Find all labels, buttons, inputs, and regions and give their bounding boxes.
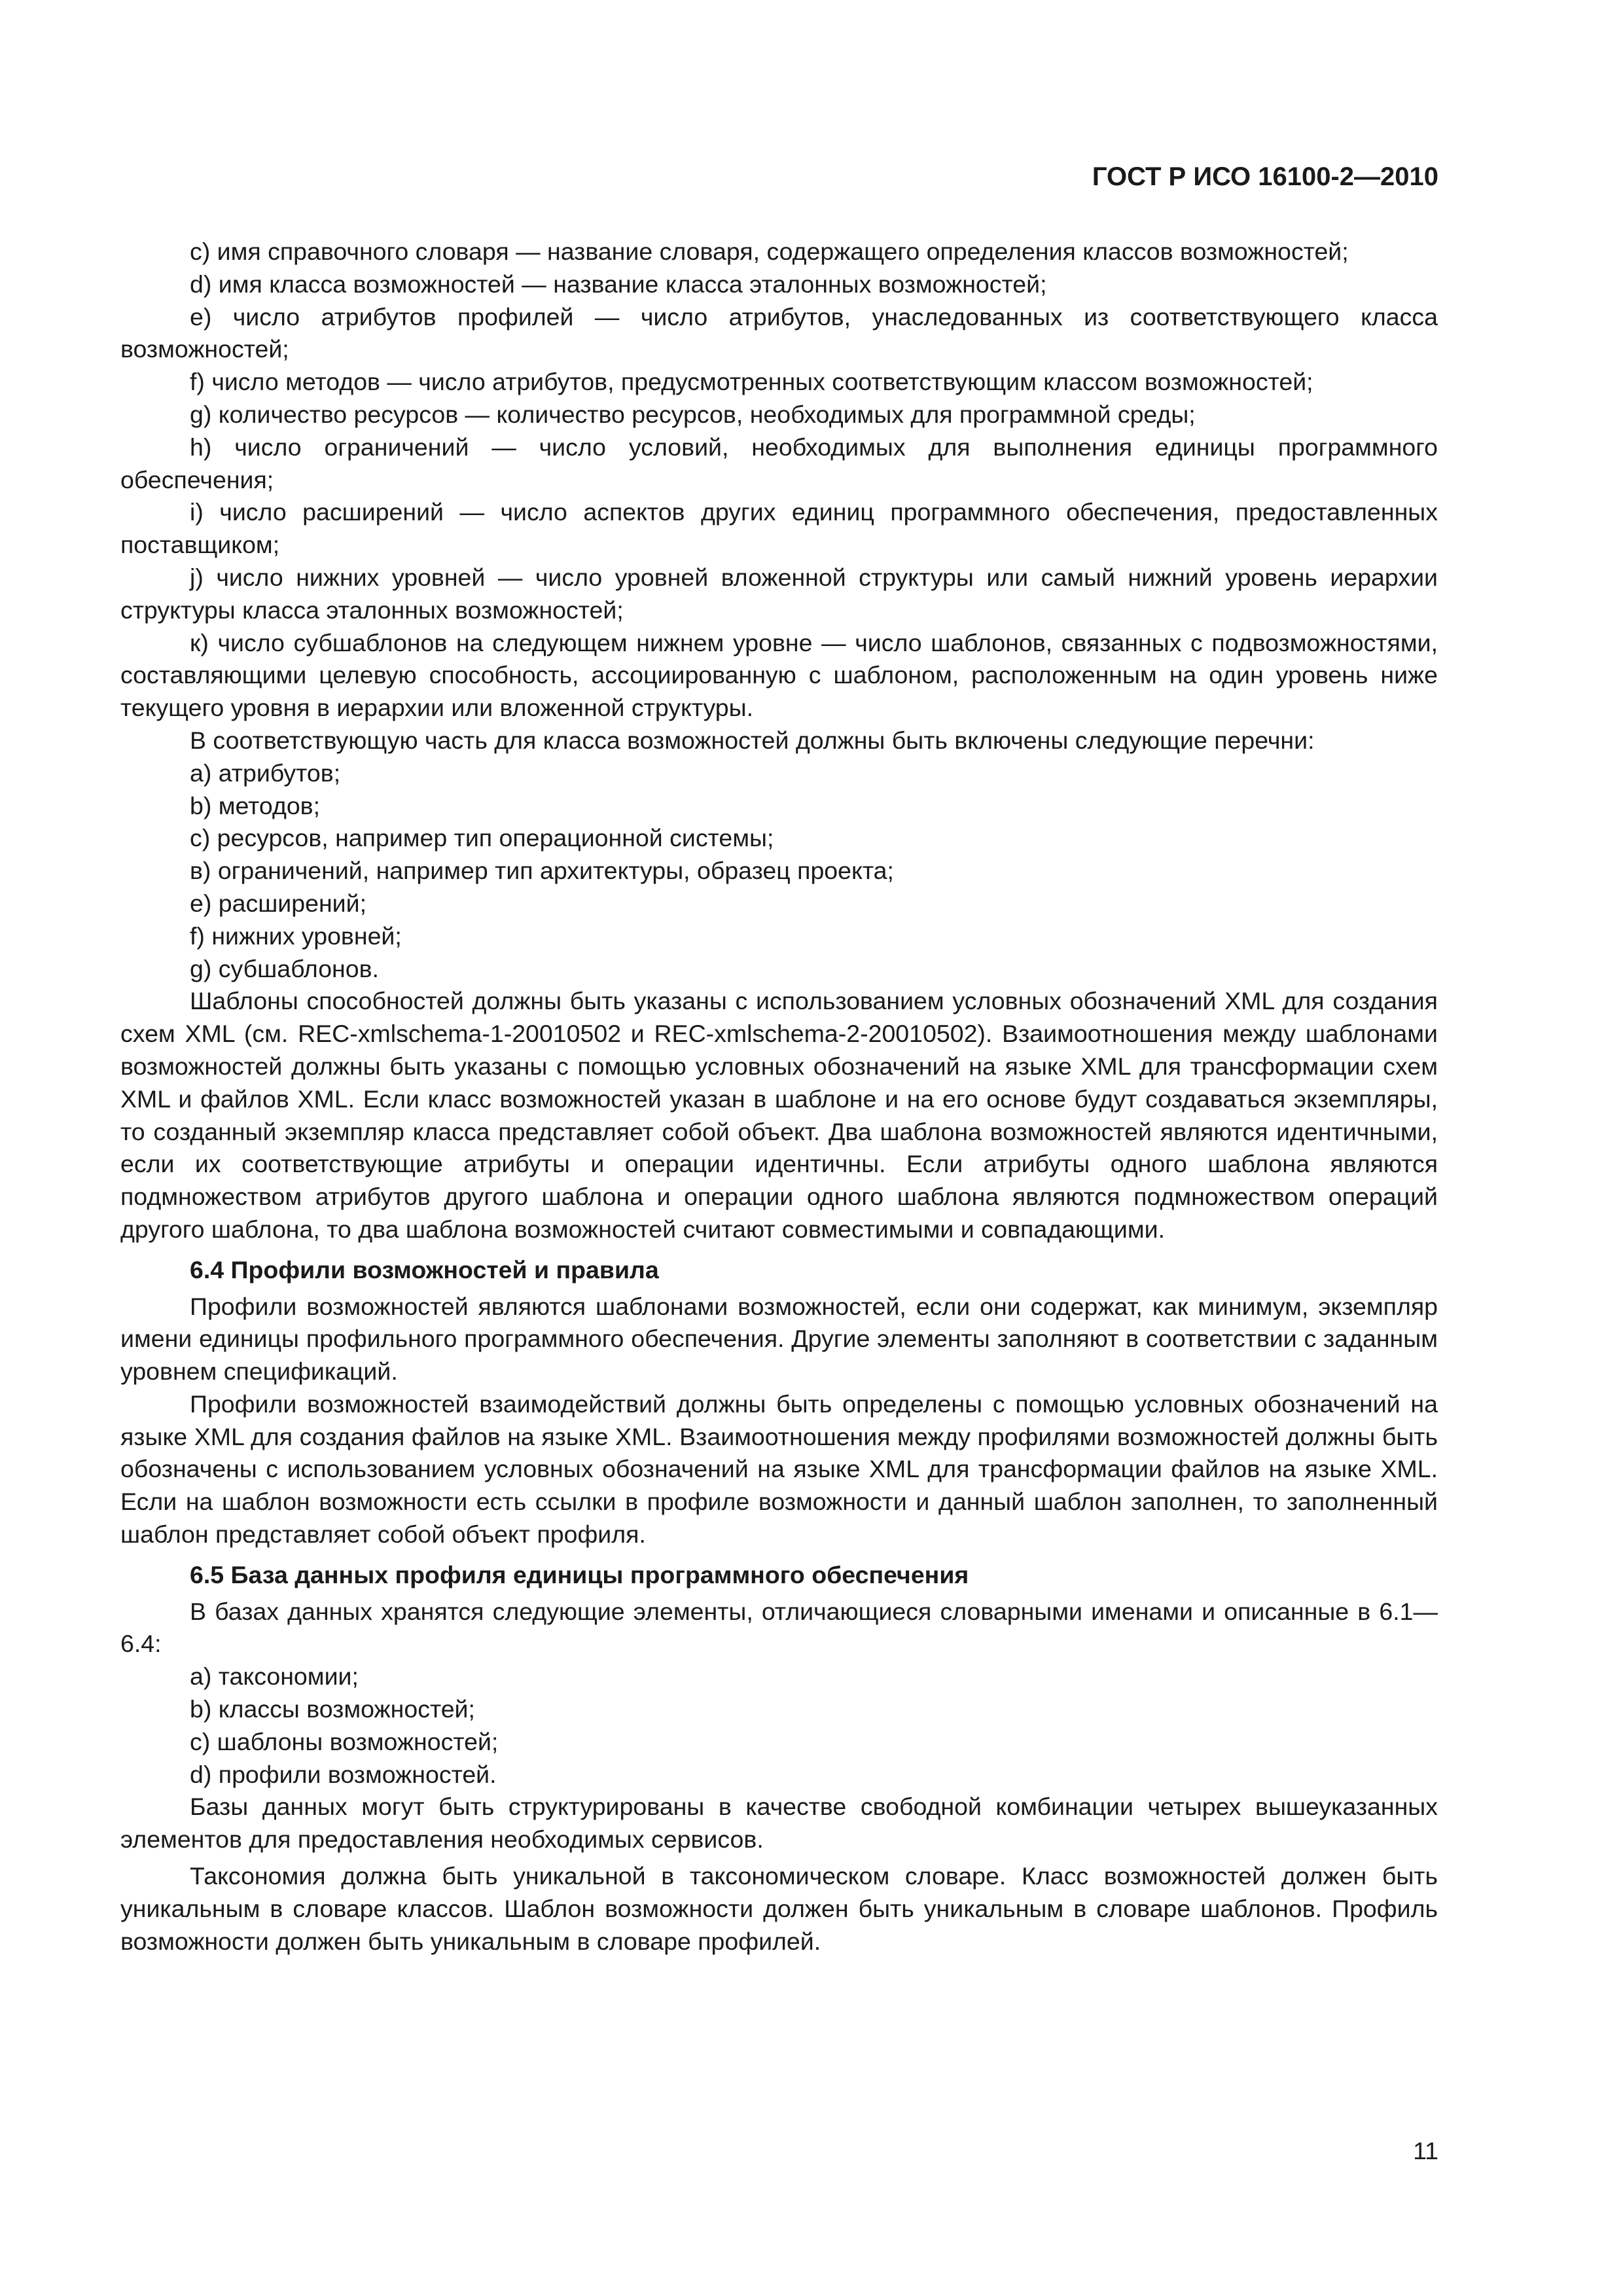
paragraph: e) число атрибутов профилей — число атрибутов, унаследованных из соответствующего класса возможностей; <box>120 302 1438 363</box>
paragraph: g) количество ресурсов — количество ресурсов, необходимых для программной среды; <box>190 400 1196 428</box>
list-item: в) ограничений, например тип архитектуры, образец проекта; <box>190 857 894 885</box>
paragraph: i) число расширений — число аспектов других единиц программного обеспечения, предоставленных поставщиком; <box>120 498 1438 559</box>
section-heading-6-4: 6.4 Профили возможностей и правила <box>190 1255 659 1283</box>
paragraph: Таксономия должна быть уникальной в таксономическом словаре. Класс возможностей должен быть уникальным в словаре классов. Шаблон возможности должен быть уникальным в словаре шаблонов. Профиль возможности должен быть уникальным в словаре профилей. <box>120 1862 1438 1955</box>
list-item: b) классы возможностей; <box>190 1695 475 1723</box>
document-code: ГОСТ Р ИСО 16100-2—2010 <box>1092 162 1438 191</box>
paragraph: Профили возможностей являются шаблонами возможностей, если они содержат, как минимум, экземпляр имени единицы профильного программного обеспечения. Другие элементы заполняют в соответствии с заданным уровнем спецификаций. <box>120 1292 1438 1386</box>
list-item: b) методов; <box>190 791 321 819</box>
paragraph: d) имя класса возможностей — название класса эталонных возможностей; <box>190 270 1047 298</box>
paragraph: к) число субшаблонов на следующем нижнем уровне — число шаблонов, связанных с подвозможностями, составляющими целевую способность, ассоциированную с шаблоном, расположенным на один уровень ниже текущего уровня в иерархии или вложенной структуры. <box>120 628 1438 722</box>
list-item: a) таксономии; <box>190 1662 359 1691</box>
page-number: 11 <box>1413 2137 1438 2164</box>
list-item: c) шаблоны возможностей; <box>190 1727 499 1755</box>
paragraph: c) имя справочного словаря — название словаря, содержащего определения классов возможностей; <box>190 238 1349 265</box>
list-item: c) ресурсов, например тип операционной системы; <box>190 824 774 852</box>
paragraph: f) число методов — число атрибутов, предусмотренных соответствующим классом возможностей; <box>190 368 1313 396</box>
paragraph: В базах данных хранятся следующие элементы, отличающиеся словарными именами и описанные в 6.1—6.4: <box>120 1597 1438 1658</box>
section-heading-6-5: 6.5 База данных профиля единицы программного обеспечения <box>190 1560 969 1588</box>
page-body <box>120 236 1438 1958</box>
list-item: f) нижних уровней; <box>190 922 402 950</box>
list-item: a) атрибутов; <box>190 759 341 787</box>
paragraph: h) число ограничений — число условий, необходимых для выполнения единицы программного обеспечения; <box>120 433 1438 493</box>
paragraph: В соответствующую часть для класса возможностей должны быть включены следующие перечни: <box>190 726 1315 754</box>
list-item: d) профили возможностей. <box>190 1760 497 1788</box>
paragraph: Шаблоны способностей должны быть указаны с использованием условных обозначений XML для создания схем XML (см. REC-xmlschema-1-20010502 и REC-xmlschema-2-20010502). Взаимоотношения между шаблонами возможностей должны быть указаны с помощью условных обозначений на языке XML для трансформации схем XML и файлов XML. Если класс возможностей указан в шаблоне и на его основе будут создаваться экземпляры, то созданный экземпляр класса представляет собой объект. Два шаблона возможностей являются идентичными, если их соответствующие атрибуты и операции идентичны. Если атрибуты одного шаблона являются подмножеством атрибутов другого шаблона и операции одного шаблона являются подмножеством операций другого шаблона, то два шаблона возможностей считают совместимыми и совпадающими. <box>120 987 1438 1243</box>
list-item: g) субшаблонов. <box>190 954 379 982</box>
list-item: e) расширений; <box>190 889 366 917</box>
paragraph: j) число нижних уровней — число уровней вложенной структуры или самый нижний уровень иерархии структуры класса эталонных возможностей; <box>120 563 1438 624</box>
paragraph: Профили возможностей взаимодействий должны быть определены с помощью условных обозначений на языке XML для создания файлов на языке XML. Взаимоотношения между профилями возможностей должны быть обозначены с использованием условных обозначений на языке XML для трансформации файлов на языке XML. Если на шаблон возможности есть ссылки в профиле возможности и данный шаблон заполнен, то заполненный шаблон представляет собой объект профиля. <box>120 1390 1438 1549</box>
paragraph: Базы данных могут быть структурированы в качестве свободной комбинации четырех вышеуказанных элементов для предоставления необходимых сервисов. <box>120 1793 1438 1854</box>
